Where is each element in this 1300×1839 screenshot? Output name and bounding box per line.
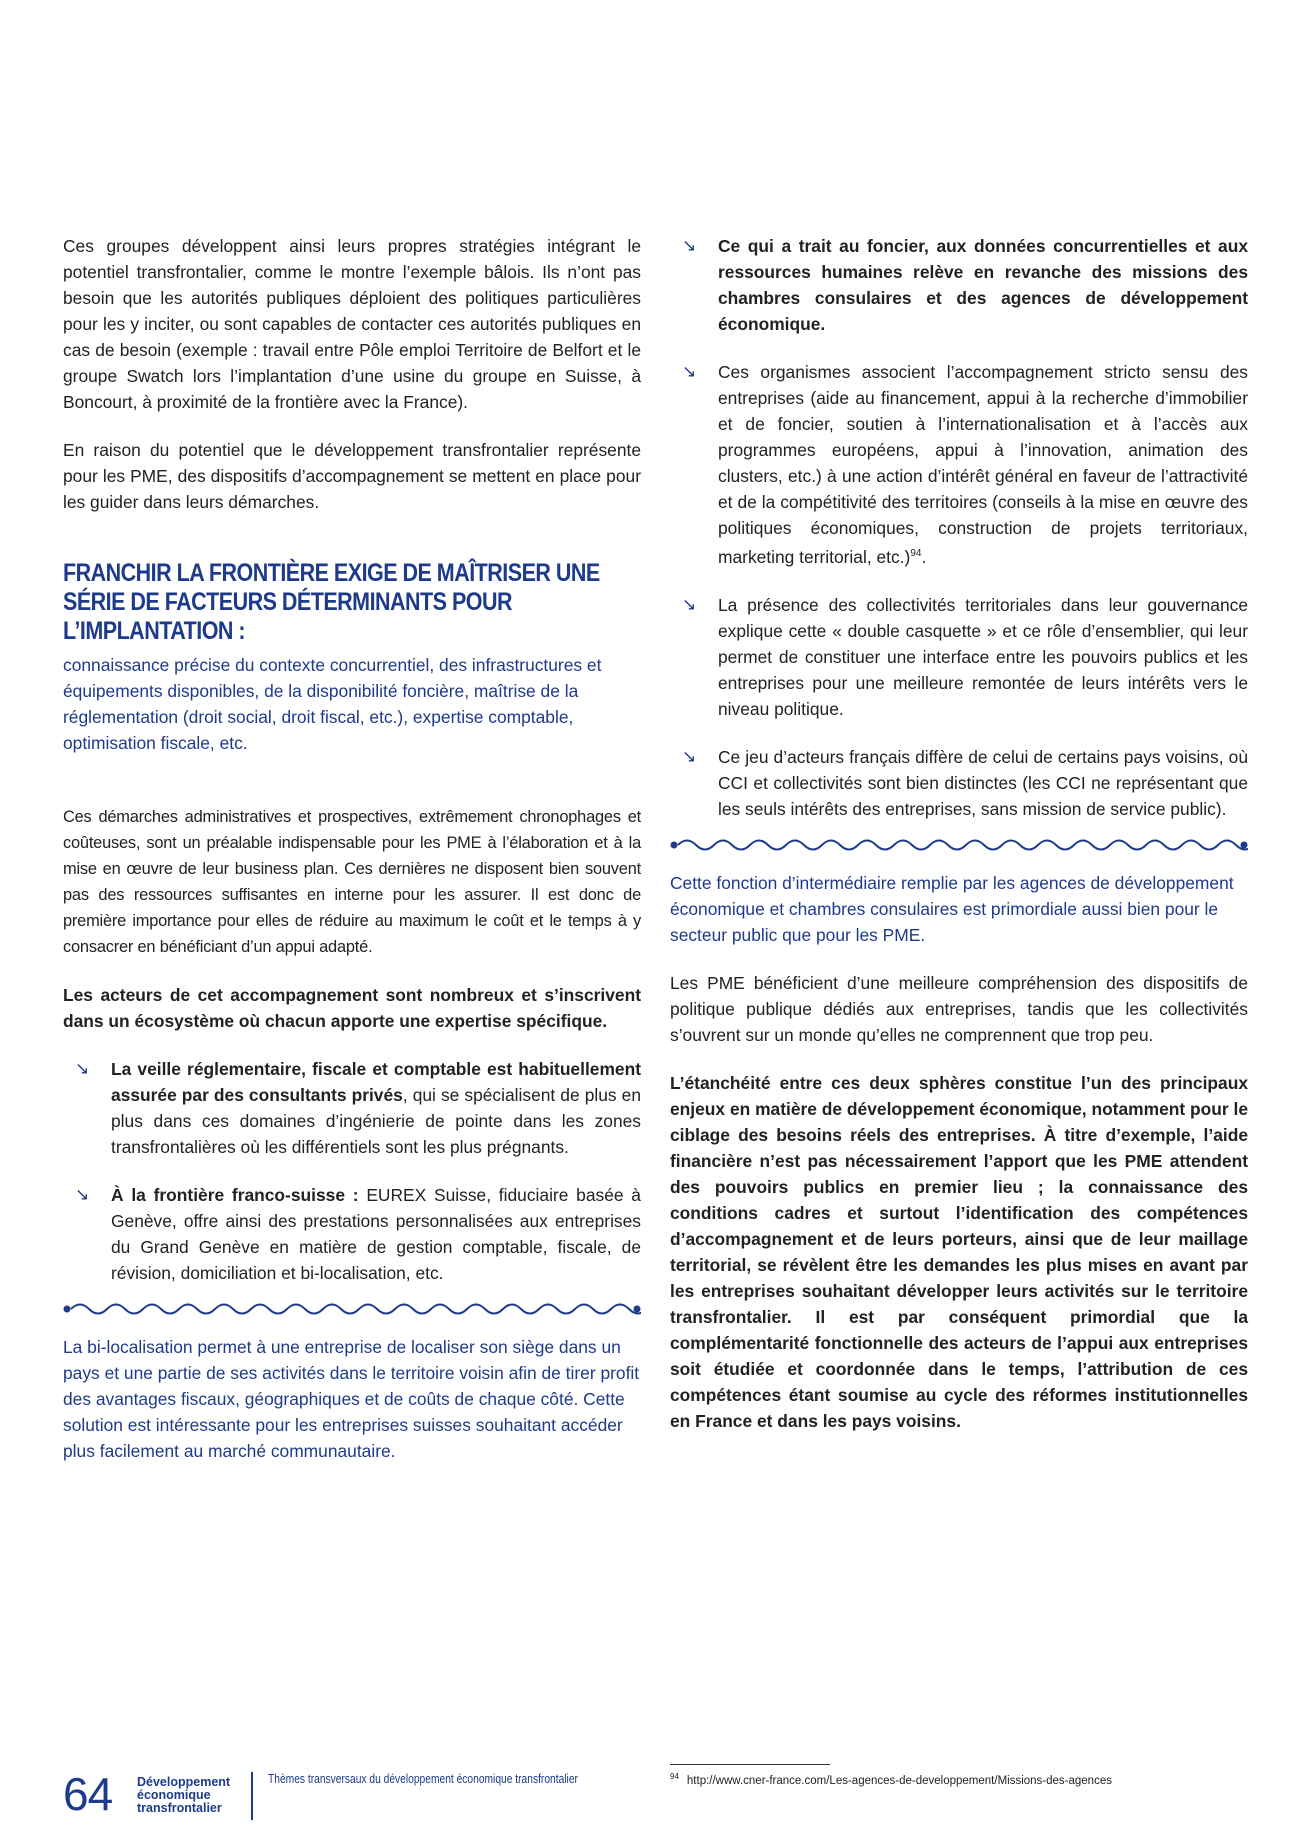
wave-divider (63, 1298, 641, 1320)
footnote (670, 1772, 1112, 1787)
left-column (63, 233, 641, 1464)
wave-divider (670, 834, 1248, 856)
left-paragraph-4: Les acteurs de cet accompagnement sont nombreux et s’inscrivent dans un écosystème où chacun apporte une expertise spécifique. (63, 985, 641, 1031)
bullet-foncier-text: Ce qui a trait au foncier, aux données concurrentielles et aux ressources humaines relève en revanche des missions des chambres consulaires et des agences de développement économique. (718, 236, 1248, 334)
arrow-down-right-icon: ↘ (682, 594, 697, 614)
arrow-down-right-icon: ↘ (682, 362, 697, 381)
intermediaire-box: Cette fonction d’intermédiaire remplie par les agences de développement économique et chambres consulaires est primordiale aussi bien pour le secteur public que pour les PME. (670, 872, 1234, 945)
right-paragraph-2: L’étanchéité entre ces deux sphères constitue l’un des principaux enjeux en matière de développement économique, notamment pour le ciblage des besoins réels des entreprises. À titre d’exemple, l’aide financière n’est pas nécessairement l’apport que les PME attendent des pouvoirs publics en premier lieu ; la connaissance des conditions cadres et surtout l’identification des compétences d’accompagnement et de leurs porteurs, ainsi que de leur maillage territorial, se révèlent être les demandes les plus mises en avant par les entreprises souhaitant développer leurs activités sur le territoire transfrontalier. Il est par conséquent primordial que la complémentarité fonctionnelle des acteurs de l’appui aux entreprises soit étudiée et coordonnée dans le temps, l’attribution de ces compétences étant soumise au cycle des réformes institutionnelles en France et dans les pays voisins. (670, 1072, 1248, 1431)
footer-divider (251, 1772, 253, 1820)
bullet-pays-voisins-text: Ce jeu d’acteurs français diffère de celui de certains pays voisins, où CCI et collectivités sont bien distinctes (les CCI ne représentant que les seuls intérêts des entreprises, sans mission de service public). (718, 746, 1248, 819)
arrow-down-right-icon: ↘ (682, 746, 697, 766)
left-paragraph-3: Ces démarches administratives et prospectives, extrêmement chronophages et coûteuses, sont un préalable indispensable pour les PME à l’élaboration et à la mise en œuvre de leur business plan. Ces dernières ne disposent bien souvent pas des ressources suffisantes en interne pour les assurer. Il est donc de première importance pour elles de réduire au maximum le coût et le temps à y consacrer en bénéficiant d’un appui adapté. (63, 808, 641, 956)
bullet-veille-text: , qui se spécialisent de plus en plus dans ces domaines d’ingénierie de pointe dans les zones transfrontalières où les différentiels sont les plus prégnants. (111, 1085, 642, 1157)
bullet-veille (63, 1056, 641, 1160)
footnote-rule (670, 1764, 830, 1765)
arrow-down-right-icon: ↘ (75, 1185, 90, 1204)
footnote-number: 94 (670, 1772, 679, 1781)
right-column (670, 233, 1248, 1434)
bullet-collectivites-text: La présence des collectivités territoriales dans leur gouvernance explique cette « double casquette » et ce rôle d’ensemblier, qui leur permet de constituer une interface entre les pouvoirs publics et les entreprises pour une meilleure remontée de leurs intérêts vers le niveau politique. (718, 594, 1248, 719)
footnote-ref[interactable]: 94 (910, 548, 922, 559)
left-paragraph-1: Ces groupes développent ainsi leurs propres stratégies intégrant le potentiel transfrontalier, comme le montre l’exemple bâlois. Ils n’ont pas besoin que les autorités publiques déploient des politiques particulières pour les y inciter, ou sont capables de contacter ces autorités publiques en cas de besoin (exemple : travail entre Pôle emploi Territoire de Belfort et le groupe Swatch lors l’implantation d’une usine du groupe en Suisse, à Boncourt, à proximité de la frontière avec la France). (63, 236, 641, 412)
bi-localisation-box: La bi-localisation permet à une entreprise de localiser son siège dans un pays et une partie de ses activités dans le territoire voisin afin de tirer profit des avantages fiscaux, géographiques et de coûts de chaque côté. Cette solution est intéressante pour les entreprises suisses souhaitant accéder plus facilement au marché communautaire. (63, 1337, 640, 1461)
section-heading: FRANCHIR LA FRONTIÈRE EXIGE DE MAÎTRISER UNE SÉRIE DE FACTEURS DÉTERMINANTS POUR L’IMPLANTATION : (63, 559, 600, 645)
footnote-link[interactable]: http://www.cner-france.com/Les-agences-de-developpement/Missions-des-agences (686, 1774, 1112, 1787)
bullet-franco-suisse-text: EUREX Suisse, fiduciaire basée à Genève, offre ainsi des prestations personnalisées aux entreprises du Grand Genève en matière de gestion comptable, fiscale, de révision, domiciliation et bi-localisation, etc. (111, 1185, 641, 1283)
bullet-franco-suisse (63, 1182, 641, 1286)
arrow-down-right-icon: ↘ (75, 1059, 90, 1078)
bullet-collectivites (670, 592, 1248, 722)
bullet-organismes: ↘ Ces organismes associent l’accompagnement stricto sensu des entreprises (aide au financement, appui à la recherche d’immobilier et de foncier, soutien à l’internationalisation et à l’accès aux programmes européens, appui à l’innovation, animation des clusters, etc.) à une action d’intérêt général en faveur de l’attractivité et de la compétitivité des territoires (conseils à la mise en œuvre des politiques économiques, construction de projets territoriaux, marketing territorial, etc.)$^{94}$. (682, 362, 1248, 567)
right-paragraph-1: Les PME bénéficient d’une meilleure compréhension des dispositifs de politique publique dédiés aux entreprises, tandis que les collectivités s’ouvrent sur un monde qu’elles ne comprennent que trop peu. (670, 972, 1248, 1045)
bullet-veille-bold: La veille réglementaire, fiscale et comptable est habituellement assurée par des consultants privés (111, 1059, 641, 1105)
bullet-foncier (670, 233, 1248, 337)
page-number: 64 (63, 1768, 113, 1820)
bullet-pays-voisins (670, 744, 1248, 822)
arrow-down-right-icon: ↘ (682, 236, 697, 255)
bullet-franco-suisse-bold: À la frontière franco-suisse : (111, 1185, 359, 1205)
heading-subtext: connaissance précise du contexte concurrentiel, des infrastructures et équipements disponibles, de la disponibilité foncière, maîtrise de la réglementation (droit social, droit fiscal, etc.), expertise comptable, optimisation fiscale, etc. (63, 655, 602, 753)
footer-title: Développement économique transfrontalier (137, 1775, 231, 1815)
left-paragraph-2: En raison du potentiel que le développement transfrontalier représente pour les PME, des dispositifs d’accompagnement se mettent en place pour les guider dans leurs démarches. (63, 440, 641, 512)
bullet-organismes-text: Ces organismes associent l’accompagnement stricto sensu des entreprises (aide au financement, appui à la recherche d’immobilier et de foncier, soutien à l’internationalisation et à l’accès aux programmes européens, appui à l’innovation, animation des clusters, etc.) à une action d’intérêt général en faveur de l’attractivité et de la compétitivité des territoires (conseils à la mise en œuvre des politiques économiques, construction de projets territoriaux, marketing territorial, etc.) (718, 362, 1248, 567)
footer-subtitle: Thèmes transversaux du développement économique transfrontalier (268, 1772, 578, 1786)
